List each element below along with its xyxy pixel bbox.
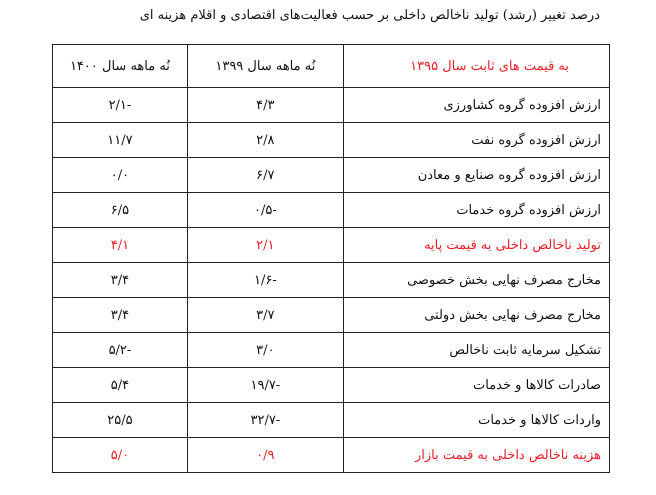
value-1399-text: ۳/۷ xyxy=(256,307,275,323)
row-label: ارزش افزوده گروه کشاورزی xyxy=(343,88,609,123)
row-label: ارزش افزوده گروه نفت xyxy=(343,123,609,158)
table-row xyxy=(53,158,610,193)
row-label: مخارج مصرف نهایی بخش دولتی xyxy=(343,298,609,333)
row-label: هزینه ناخالص داخلی به قیمت بازار xyxy=(343,438,609,473)
value-1399 xyxy=(187,298,343,333)
table-row-highlight xyxy=(53,438,610,473)
value-1400-text: ۶/۵ xyxy=(110,202,130,218)
value-1399 xyxy=(187,228,343,263)
value-1400-text: ۲۵/۵ xyxy=(107,412,133,428)
value-1400-text: ۳/۴ xyxy=(110,272,130,288)
value-1400 xyxy=(53,158,188,193)
value-1399 xyxy=(187,123,343,158)
table-row xyxy=(53,263,610,298)
value-1400-text: ۵/۰ xyxy=(110,447,130,463)
header-9m-1400: نُه ماهه سال ۱۴۰۰ xyxy=(53,45,188,88)
row-label: ارزش افزوده گروه خدمات xyxy=(343,193,609,228)
table-caption: درصد تغییر (رشد) تولید ناخالص داخلی بر حسب فعالیت‌های اقتصادی و اقلام هزینه ای xyxy=(139,8,600,23)
value-1400 xyxy=(53,333,188,368)
value-1399-text: ۲/۱ xyxy=(256,237,275,253)
value-1399 xyxy=(187,403,343,438)
value-1400 xyxy=(53,438,188,473)
value-1399 xyxy=(187,263,343,298)
gdp-growth-table xyxy=(52,44,610,473)
table-row-highlight xyxy=(53,228,610,263)
value-1399-text: ۲/۸ xyxy=(256,132,275,148)
value-1400 xyxy=(53,123,188,158)
value-1400-text: ۵/۲- xyxy=(108,342,132,358)
row-label: واردات کالاها و خدمات xyxy=(343,403,609,438)
value-1399 xyxy=(187,368,343,403)
value-1399 xyxy=(187,88,343,123)
table-row xyxy=(53,88,610,123)
table-row xyxy=(53,193,610,228)
row-label: صادرات کالاها و خدمات xyxy=(343,368,609,403)
row-label: تشکیل سرمایه ثابت ناخالص xyxy=(343,333,609,368)
value-1399-text: ۱۹/۷- xyxy=(250,377,281,393)
value-1399 xyxy=(187,193,343,228)
value-1400 xyxy=(53,88,188,123)
value-1400-text: ۵/۴ xyxy=(110,377,130,393)
value-1400 xyxy=(53,263,188,298)
value-1400 xyxy=(53,298,188,333)
row-label: تولید ناخالص داخلی به قیمت پایه xyxy=(343,228,609,263)
value-1399-text: ۴/۳ xyxy=(256,97,275,113)
value-1400-text: ۴/۱ xyxy=(110,237,130,253)
table-row xyxy=(53,368,610,403)
value-1399-text: ۳۲/۷- xyxy=(250,412,281,428)
value-1399-text: ۰/۵- xyxy=(253,202,277,218)
value-1400 xyxy=(53,193,188,228)
table-row xyxy=(53,403,610,438)
value-1399-text: ۶/۷ xyxy=(256,167,275,183)
value-1400-text: ۲/۱- xyxy=(108,97,132,113)
value-1399-text: ۱/۶- xyxy=(253,272,277,288)
value-1400 xyxy=(53,368,188,403)
table-row xyxy=(53,333,610,368)
value-1399 xyxy=(187,438,343,473)
value-1399-text: ۳/۰ xyxy=(256,342,275,358)
value-1400 xyxy=(53,228,188,263)
table-header-row xyxy=(53,45,610,88)
header-9m-1399: نُه ماهه سال ۱۳۹۹ xyxy=(187,45,343,88)
row-label: ارزش افزوده گروه صنایع و معادن xyxy=(343,158,609,193)
value-1399-text: ۰/۹ xyxy=(256,447,275,463)
value-1400-text: ۱۱/۷ xyxy=(107,132,133,148)
value-1399 xyxy=(187,158,343,193)
header-constant-prices: به قیمت های ثابت سال ۱۳۹۵ xyxy=(343,45,609,88)
value-1400 xyxy=(53,403,188,438)
value-1400-text: ۰/۰ xyxy=(110,167,130,183)
table-row xyxy=(53,298,610,333)
table-row xyxy=(53,123,610,158)
row-label: مخارج مصرف نهایی بخش خصوصی xyxy=(343,263,609,298)
value-1399 xyxy=(187,333,343,368)
value-1400-text: ۳/۴ xyxy=(110,307,130,323)
